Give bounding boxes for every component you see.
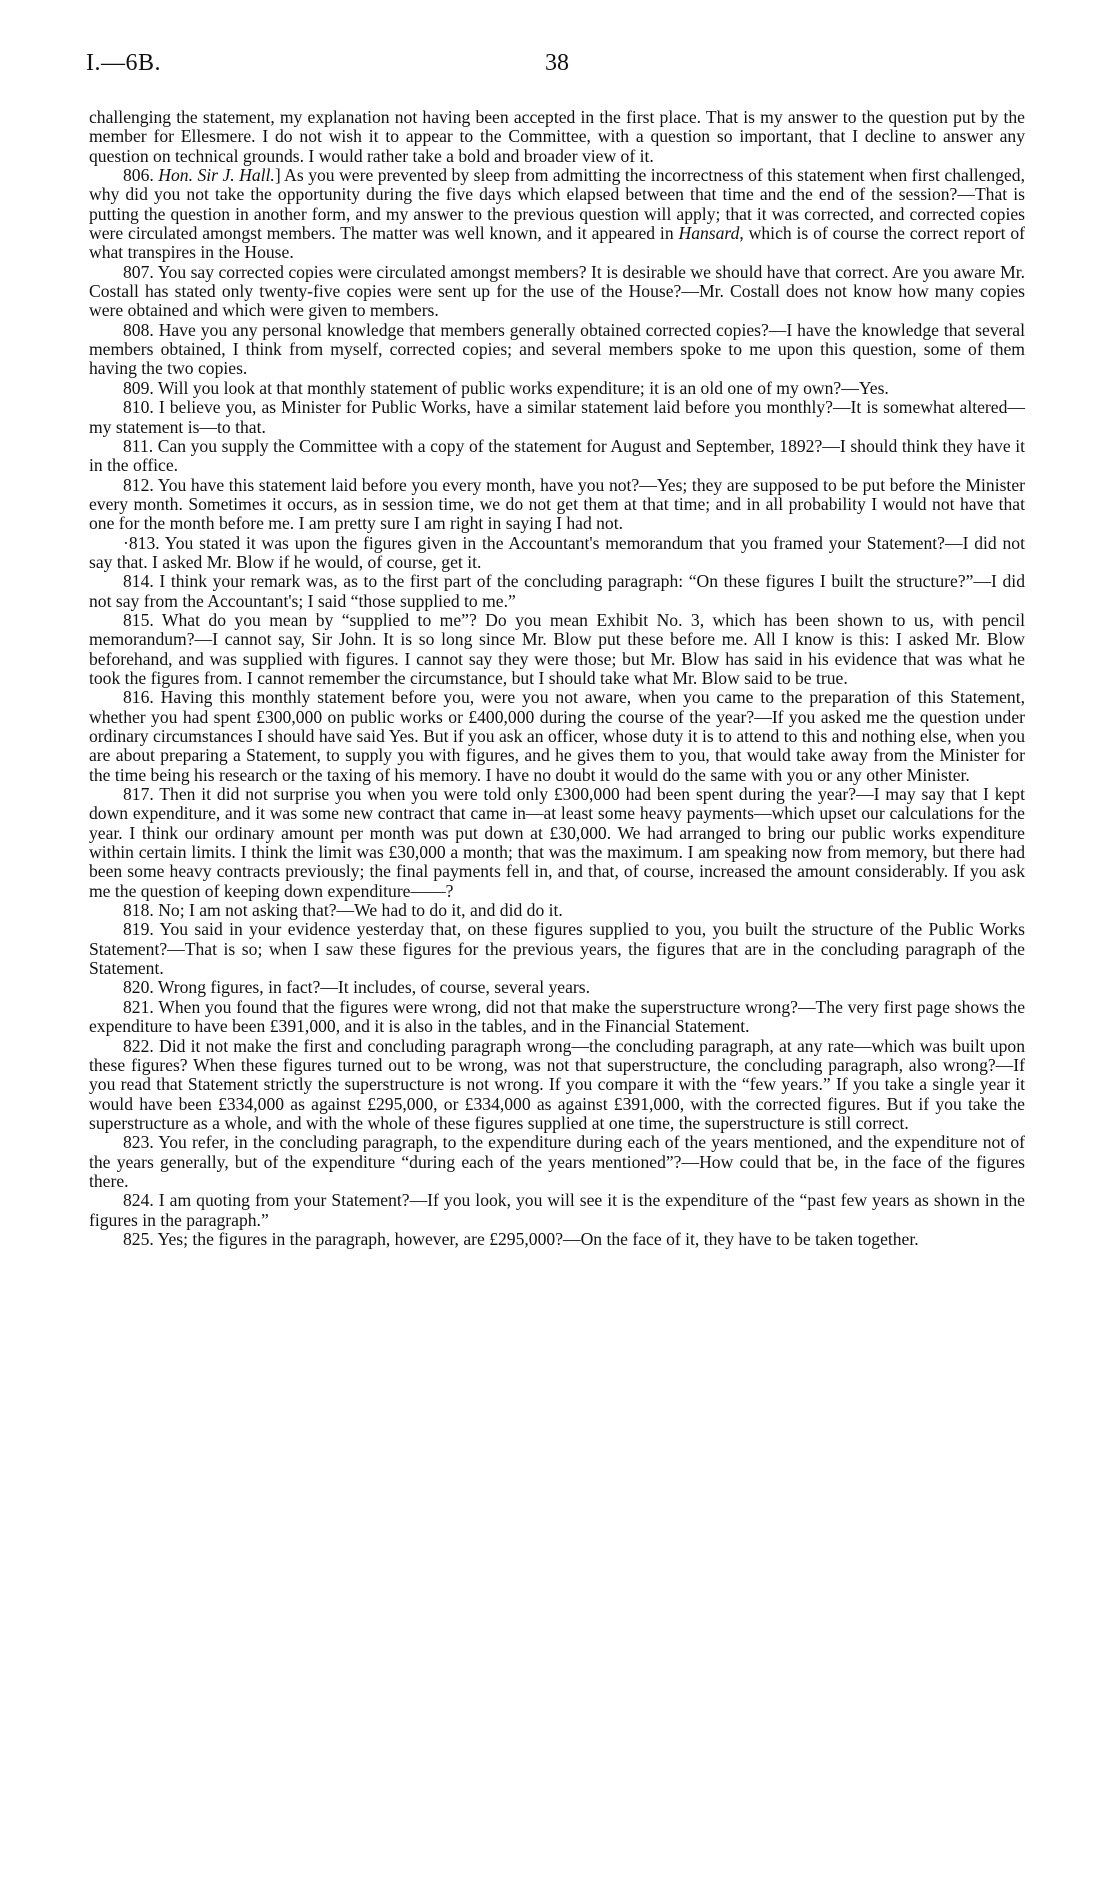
paragraph-text: 806.: [123, 165, 159, 186]
question-paragraph: [89, 611, 1025, 688]
paragraph-text: 819. You said in your evidence yesterday that, on these figures supplied to you, you built the structure of the Public Works Statement?—That is so; when I saw these figures for the previous years, the figures that are in the concluding paragraph of the Statement.: [89, 919, 1025, 979]
page-number: 38: [545, 50, 569, 76]
paragraph-text: 812. You have this statement laid before you every month, have you not?—Yes; they are supposed to be put before the Minister every month. Sometimes it occurs, as in session time, we do not get them at that time; and in all probability I would not have that one for the month before me. I am pretty sure I am right in saying I had not.: [89, 474, 1025, 534]
question-paragraph: [89, 978, 1025, 997]
paragraph-text: 825. Yes; the figures in the paragraph, however, are £295,000?—On the face of it, they have to be taken together.: [123, 1228, 919, 1249]
question-paragraph: [89, 534, 1025, 573]
continued-paragraph: [89, 108, 1025, 166]
paper-reference: I.—6B.: [86, 50, 161, 76]
paragraph-text: 809. Will you look at that monthly statement of public works expenditure; it is an old one of my own?—Yes.: [123, 377, 889, 398]
paragraph-text: 810. I believe you, as Minister for Public Works, have a similar statement laid before you monthly?—It is somewhat altered—my statement is—to that.: [89, 397, 1025, 437]
question-paragraph: [89, 688, 1025, 785]
italic-text: Hon. Sir J. Hall.: [158, 165, 275, 186]
paragraph-text: 821. When you found that the figures were wrong, did not that make the superstructure wrong?—The very first page shows the expenditure to have been £391,000, and it is also in the tables, and in the Financial Statement.: [89, 996, 1025, 1037]
paragraph-text: 823. You refer, in the concluding paragraph, to the expenditure during each of the years mentioned, and the expenditure not of the years generally, but of the expenditure “during each of the years mentioned”?—How could that be, in the face of the figures there.: [89, 1132, 1025, 1191]
question-paragraph: [89, 901, 1025, 920]
paragraph-text: 820. Wrong figures, in fact?—It includes, of course, several years.: [123, 977, 590, 998]
paragraph-text: 808. Have you any personal knowledge that members generally obtained corrected copies?—I have the knowledge that several members obtained, I think from myself, corrected copies; and several members spoke to me upon this question, some of them having the two copies.: [89, 319, 1025, 379]
question-paragraph: [89, 1037, 1025, 1134]
question-paragraph: [89, 1230, 1025, 1249]
paragraph-text: 807. You say corrected copies were circulated amongst members? It is desirable we should have that correct. Are you aware Mr. Costall has stated only twenty-five copies were sent up for the use of the House?—Mr. Costall does not know how many copies were obtained and which were given to members.: [89, 261, 1025, 321]
question-paragraph: [89, 920, 1025, 978]
paragraph-text: , which is of course the correct report of what transpires in the House.: [89, 223, 1025, 263]
paragraph-text: 811. Can you supply the Committee with a copy of the statement for August and September, 1892?—I should think they have it in the office.: [89, 435, 1025, 476]
paragraph-text: 814. I think your remark was, as to the first part of the concluding paragraph: “On these figures I built the structure?”—I did not say from the Accountant's; I said “those supplied to me.”: [89, 571, 1025, 611]
question-paragraph: [89, 398, 1025, 437]
question-paragraph: [89, 321, 1025, 379]
paragraph-text: 822. Did it not make the first and concluding paragraph wrong—the concluding paragraph, at any rate—which was built upon these figures? When these figures turned out to be wrong, was not that superstructure, the concluding paragraph, also wrong?—If you read that Statement strictly the superstructure is not wrong. If you compare it with the “few years.” If you take a single year it would have been £334,000 as against £295,000, or £334,000 as against £391,000, with the corrected figures. But if you take the superstructure as a whole, and with the whole of these figures supplied at one time, the superstructure is still correct.: [89, 1035, 1025, 1133]
italic-text: Hansard: [678, 223, 740, 244]
question-paragraph: [89, 476, 1025, 534]
paragraph-text: 817. Then it did not surprise you when you were told only £300,000 had been spent during the year?—I may say that I kept down expenditure, and it was some new contract that came in—at least some heavy payments—which upset our calculations for the year. I think our ordinary amount per month was put down at £30,000. We had arranged to bring our public works expenditure within certain limits. I think the limit was £30,000 a month; that was the maximum. I am speaking now from memory, but there had been some heavy contracts previously; the final payments fell in, and that, of course, increased the amount considerably. If you ask me the question of keeping down expenditure——?: [89, 784, 1025, 901]
paragraph-text: 816. Having this monthly statement before you, were you not aware, when you came to the preparation of this Statement, whether you had spent £300,000 on public works or £400,000 during the course of the year?—If you asked me the question under ordinary circumstances I should have said Yes. But if you ask an officer, whose duty it is to attend to this and nothing else, when you are about preparing a Statement, to supply you with figures, and he gives them to you, that would take away from the Minister for the time being his research or the taxing of his memory. I have no doubt it would do the same with you or any other Minister.: [89, 687, 1025, 785]
question-paragraph: [89, 437, 1025, 476]
paragraph-text: 818. No; I am not asking that?—We had to do it, and did do it.: [123, 900, 563, 921]
paragraph-text: challenging the statement, my explanation not having been accepted in the first place. That is my answer to the question put by the member for Ellesmere. I do not wish it to appear to the Committee, with a question so important, that I decline to answer any question on technical grounds. I would rather take a bold and broader view of it.: [89, 107, 1025, 166]
question-paragraph: [89, 785, 1025, 901]
question-paragraph: [89, 572, 1025, 611]
evidence-text: [89, 108, 1025, 1249]
question-paragraph: [89, 263, 1025, 321]
paragraph-text: ] As you were prevented by sleep from admitting the incorrectness of this statement when first challenged, why did you not take the opportunity during the five days which elapsed between that time and the end of the session?—That is putting the question in another form, and my answer to the previous question will apply; that it was corrected, and corrected copies were circulated amongst members. The matter was well known, and it appeared in: [89, 165, 1026, 244]
paragraph-text: 815. What do you mean by “supplied to me”? Do you mean Exhibit No. 3, which has been shown to us, with pencil memorandum?—I cannot say, Sir John. It is so long since Mr. Blow put these before me. All I know is this: I asked Mr. Blow beforehand, and was supplied with figures. I cannot say they were those; but Mr. Blow has said in his evidence that was what he took the figures from. I cannot remember the circumstance, but I should take what Mr. Blow said to be true.: [89, 609, 1025, 688]
question-paragraph: [89, 166, 1025, 263]
paragraph-text: ·813. You stated it was upon the figures given in the Accountant's memorandum that you framed your Statement?—I did not say that. I asked Mr. Blow if he would, of course, get it.: [89, 532, 1025, 572]
question-paragraph: [89, 998, 1025, 1037]
question-paragraph: [89, 1133, 1025, 1191]
question-paragraph: [89, 1191, 1025, 1230]
paragraph-text: 824. I am quoting from your Statement?—If you look, you will see it is the expenditure of the “past few years as shown in the figures in the paragraph.”: [89, 1190, 1025, 1230]
question-paragraph: [89, 379, 1025, 398]
page-header: [86, 50, 1028, 84]
